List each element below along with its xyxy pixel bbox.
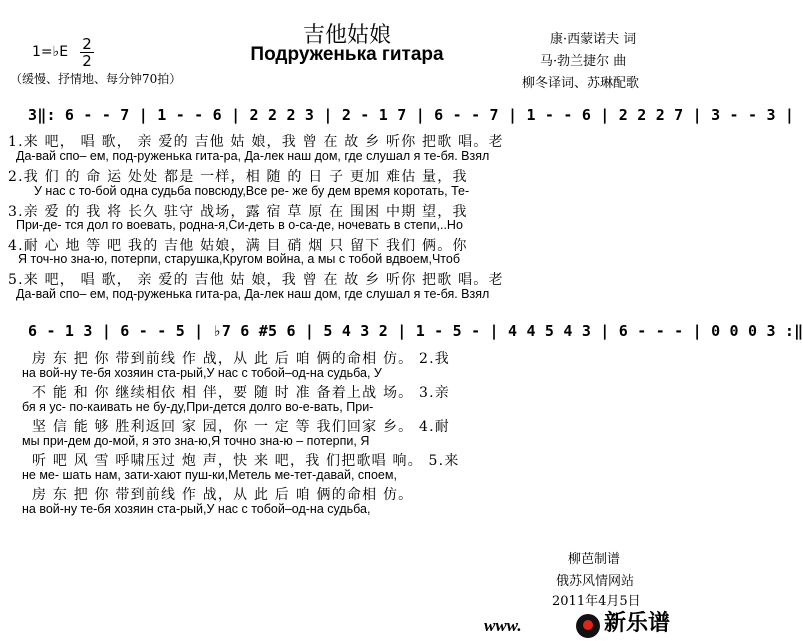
tempo-marking: （缓慢、抒情地、每分钟70拍）	[10, 72, 182, 86]
lyric-line1-verse5-cn: 5.来 吧， 唱 歌， 亲 爱的 吉他 姑 娘，我 曾 在 故 乡 听你 把歌 唱。老	[8, 272, 504, 288]
lyric-line1-verse3-cn: 3.亲 爱 的 我 将 长久 驻守 战场，露 宿 草 原 在 围困 中期 望，我	[8, 204, 468, 220]
song-title-chinese: 吉他姑娘	[302, 23, 391, 48]
lyric-line1-verse2-cn: 2.我 们 的 命 运 处处 都是 一样，相 随 的 日 子 更加 难估 量，我	[8, 169, 468, 185]
song-title-russian: Подруженька гитара	[250, 44, 444, 65]
lyric-line2-verse2-ru: бя я ус- по-каивать не бу-ду,При-дется долго во-е-вать, При-	[22, 400, 374, 414]
lyric-line1-verse4-cn: 4.耐 心 地 等 吧 我的 吉他 姑娘，满 目 硝 烟 只 留下 我们 俩。你	[8, 238, 468, 254]
lyric-line1-verse3-ru: При-де- тся дол го воевать, родна-я,Си-деть в о-са-де, ночевать в степи,..Но	[16, 218, 463, 232]
time-signature	[80, 36, 94, 69]
lyric-line2-verse4-ru: не ме- шать нам, зати-хают пуш-ки,Метель ме-тет-давай, споем,	[22, 468, 397, 482]
credit-lyricist: 康·西蒙诺夫 词	[550, 32, 637, 47]
credit-translation: 柳冬译词、苏琳配歌	[522, 76, 640, 91]
lyric-line2-verse2-cn: 不 能 和 你 继续相依 相 伴，要 随 时 准 备着上战 场。 3.亲	[32, 385, 450, 401]
lyric-line1-verse1-cn: 1.来 吧， 唱 歌， 亲 爱的 吉他 姑 娘，我 曾 在 故 乡 听你 把歌 唱。老	[8, 134, 504, 150]
time-signature-denominator: 2	[80, 52, 94, 69]
lyric-line1-verse4-ru: Я точ-но зна-ю, потерпи, старушка,Кругом война, а мы с тобой вдвоем,Чтоб	[18, 252, 460, 266]
notation-line-2: 6 - 1 3 | 6 - - 5 | ♭7 6 #5 6 | 5 4 3 2 | 1 - 5 - | 4 4 5 4 3 | 6 - - - | 0 0 0 3 :‖	[28, 322, 803, 340]
time-signature-numerator: 2	[82, 35, 92, 53]
lyric-line2-verse4-cn: 听 吧 风 雪 呼啸压过 炮 声，快 来 吧，我 们把歌唱 响。 5.来	[32, 453, 460, 469]
lyric-line1-verse2-ru: У нас с то-бой одна судьба повсюду,Все ре- же бу дем время коротать, Те-	[34, 184, 470, 198]
lyric-line2-verse3-cn: 坚 信 能 够 胜利返回 家 园，你 一 定 等 我们回家 乡。 4.耐	[32, 419, 450, 435]
lyric-line2-verse1-ru: на вой-ну те-бя хозяин ста-рый,У нас с тобой–од-на судьба, У	[22, 366, 382, 380]
watermark-url: www.	[484, 616, 522, 635]
lyric-line2-verse3-ru: мы при-дем до-мой, я это зна-ю,Я точно зна-ю – потерпи, Я	[22, 434, 370, 448]
notation-line-1: 3‖: 6 - - 7 | 1 - - 6 | 2 2 2 3 | 2 - 1 7 | 6 - - 7 | 1 - - 6 | 2 2 2 7 | 3 - - 3 |	[28, 106, 795, 124]
music-disc-logo-icon	[576, 614, 600, 638]
credit-composer: 马·勃兰捷尔 曲	[540, 54, 627, 69]
lyric-line2-verse1-cn: 房 东 把 你 带到前线 作 战，从 此 后 咱 俩的命相 仿。 2.我	[32, 351, 450, 367]
footer-arranger: 柳芭制谱	[568, 552, 621, 567]
footer-site: 俄苏风情网站	[556, 574, 635, 589]
lyric-line2-verse5-cn: 房 东 把 你 带到前线 作 战，从 此 后 咱 俩的命相 仿。	[32, 487, 414, 503]
lyric-line1-verse5-ru: Да-вай спо– ем, под-руженька гита-ра, Да-лек наш дом, где слушал я те-бя. Взял	[16, 287, 490, 301]
footer-date: 2011年4月5日	[552, 594, 641, 609]
key-signature: 1=♭E	[32, 44, 69, 60]
lyric-line1-verse1-ru: Да-вай спо– ем, под-руженька гита-ра, Да-лек наш дом, где слушал я те-бя. Взял	[16, 149, 490, 163]
lyric-line2-verse5-ru: на вой-ну те-бя хозяин ста-рый,У нас с тобой–од-на судьба,	[22, 502, 371, 516]
watermark-name: 新乐谱	[604, 611, 671, 636]
watermark	[484, 610, 694, 642]
